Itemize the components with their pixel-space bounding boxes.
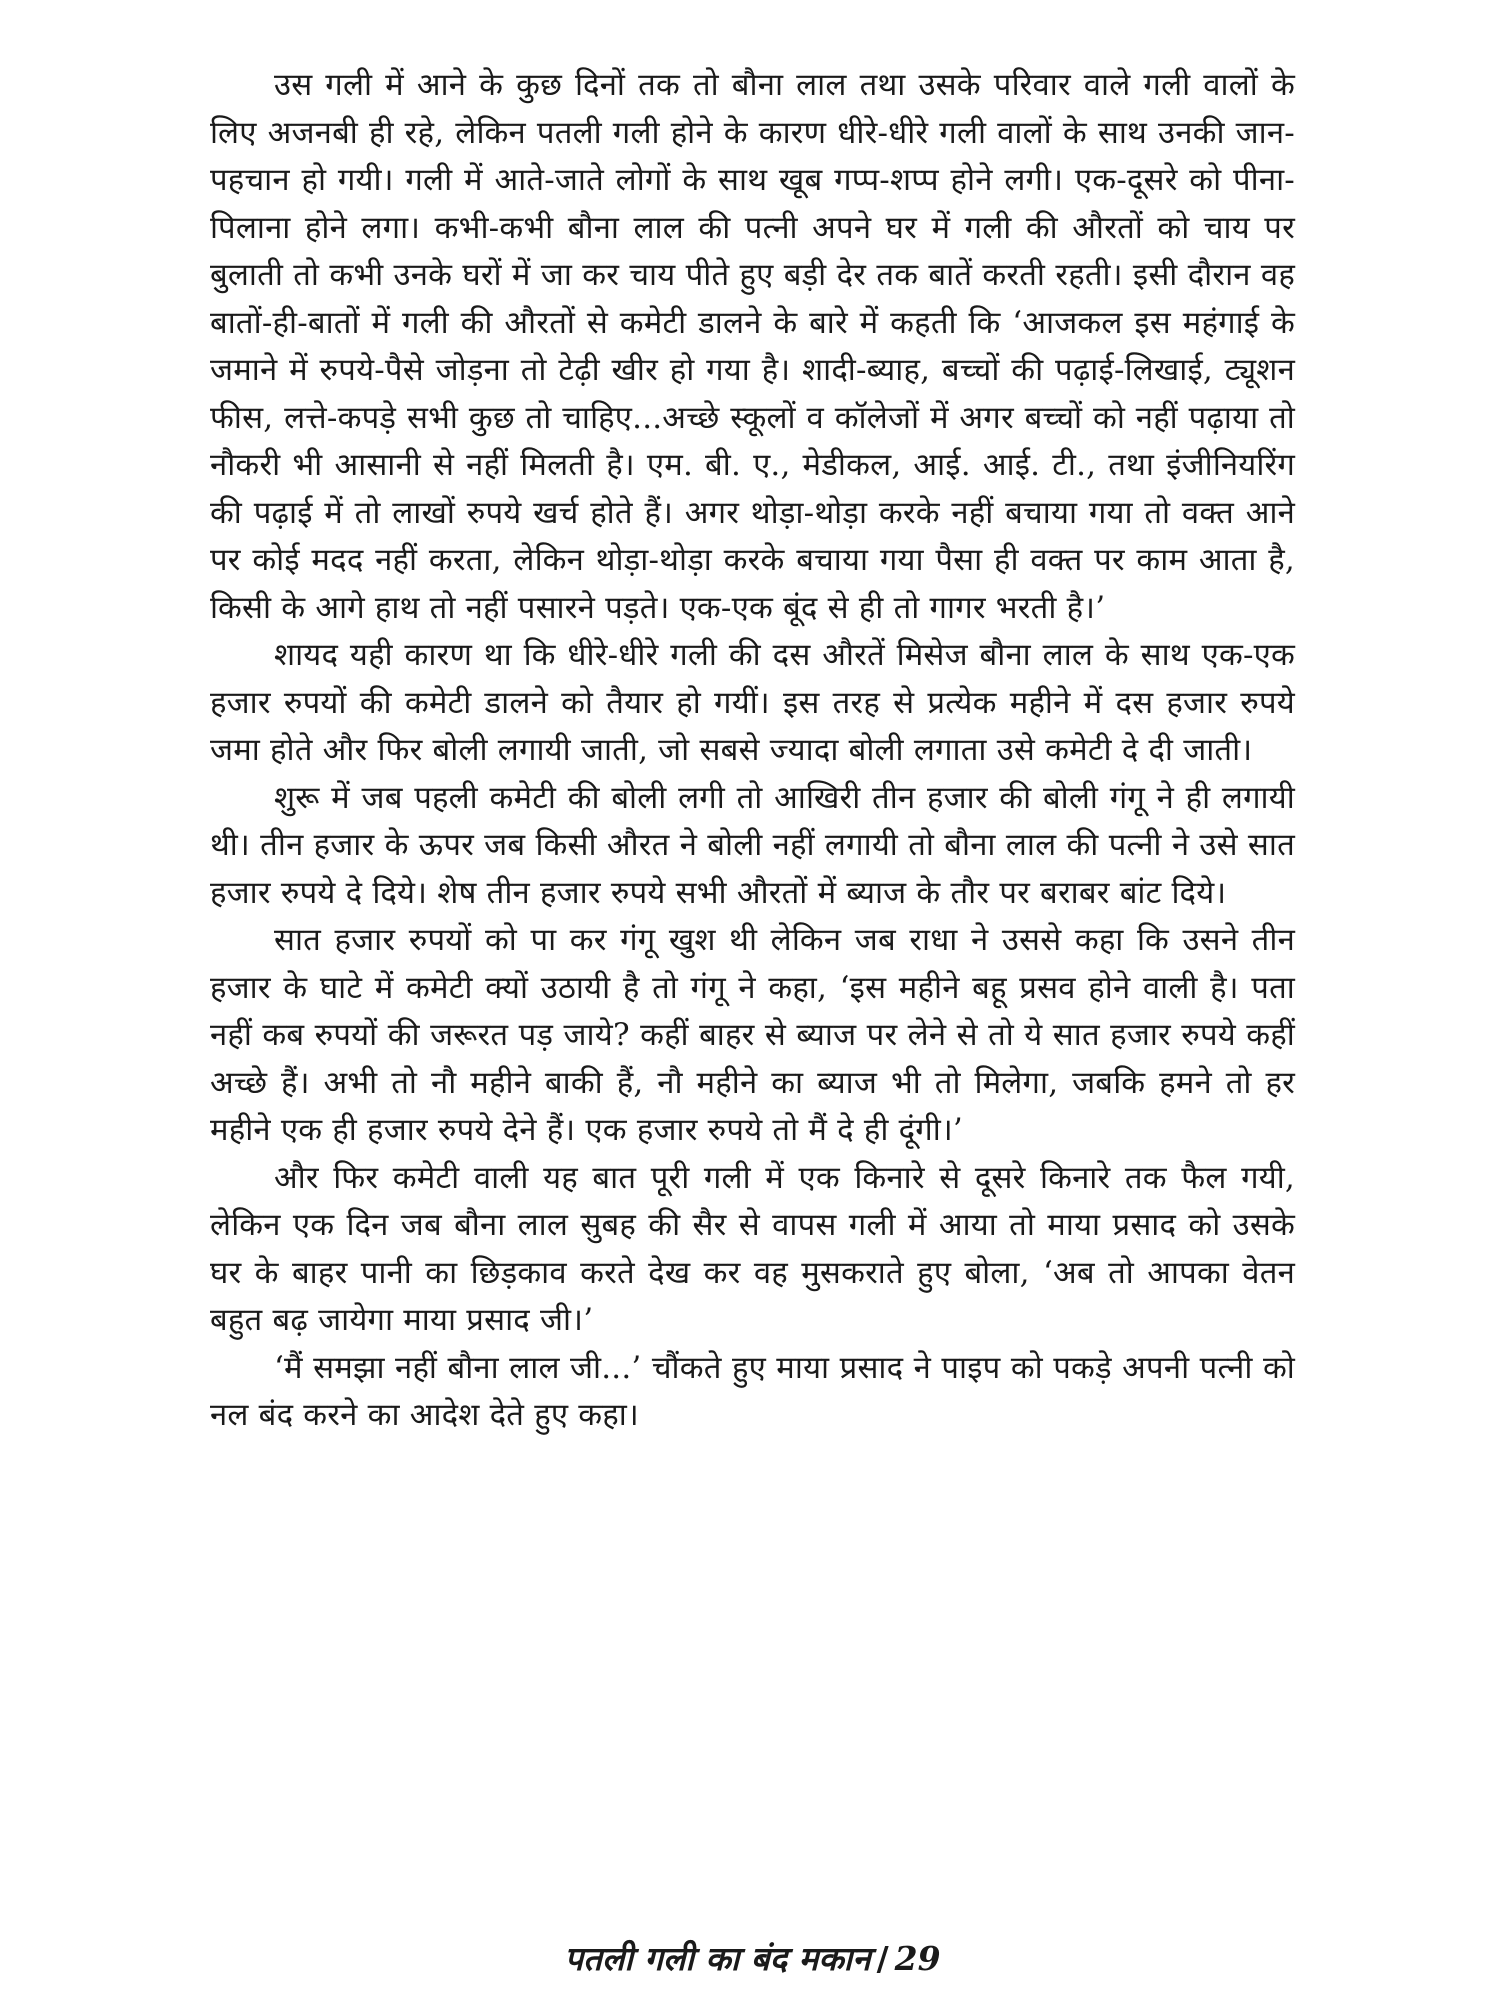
paragraph: और फिर कमेटी वाली यह बात पूरी गली में एक किनारे से दूसरे किनारे तक फैल गयी, लेकिन एक दिन जब बौना लाल सुबह की सैर से वापस गली में आया तो माया प्रसाद को उसके घर के बाहर पानी का छिड़काव करते देख कर वह मुसकराते हुए बोला, ‘अब तो आपका वेतन बहुत बढ़ जायेगा माया प्रसाद जी।’	[210, 1159, 1295, 1338]
paragraph: उस गली में आने के कुछ दिनों तक तो बौना लाल तथा उसके परिवार वाले गली वालों के लिए अजनबी ही रहे, लेकिन पतली गली होने के कारण धीरे-धीरे गली वालों के साथ उनकी जान-पहचान हो गयी। गली में आते-जाते लोगों के साथ खूब गप्प-शप्प होने लगी। एक-दूसरे को पीना-पिलाना होने लगा। कभी-कभी बौना लाल की पत्नी अपने घर में गली की औरतों को चाय पर बुलाती तो कभी उनके घरों में जा कर चाय पीते हुए बड़ी देर तक बातें करती रहती। इसी दौरान वह बातों-ही-बातों में गली की औरतों से कमेटी डालने के बारे में कहती कि ‘आजकल इस महंगाई के जमाने में रुपये-पैसे जोड़ना तो टेढ़ी खीर हो गया है। शादी-ब्याह, बच्चों की पढ़ाई-लिखाई, ट्यूशन फीस, लत्ते-कपड़े सभी कुछ तो चाहिए...अच्छे स्कूलों व कॉलेजों में अगर बच्चों को नहीं पढ़ाया तो नौकरी भी आसानी से नहीं मिलती है। एम. बी. ए., मेडीकल, आई. आई. टी., तथा इंजीनियरिंग की पढ़ाई में तो लाखों रुपये खर्च होते हैं। अगर थोड़ा-थोड़ा करके नहीं बचाया गया तो वक्त आने पर कोई मदद नहीं करता, लेकिन थोड़ा-थोड़ा करके बचाया गया पैसा ही वक्त पर काम आता है, किसी के आगे हाथ तो नहीं पसारने पड़ते। एक-एक बूंद से ही तो गागर भरती है।’	[210, 67, 1295, 626]
page-body	[210, 62, 1295, 1922]
page-number: 29	[894, 1939, 941, 1978]
body-text	[210, 62, 1295, 1440]
paragraph: सात हजार रुपयों को पा कर गंगू खुश थी लेकिन जब राधा ने उससे कहा कि उसने तीन हजार के घाटे में कमेटी क्यों उठायी है तो गंगू ने कहा, ‘इस महीने बहू प्रसव होने वाली है। पता नहीं कब रुपयों की जरूरत पड़ जाये? कहीं बाहर से ब्याज पर लेने से तो ये सात हजार रुपये कहीं अच्छे हैं। अभी तो नौ महीने बाकी हैं, नौ महीने का ब्याज भी तो मिलेगा, जबकि हमने तो हर महीने एक ही हजार रुपये देने हैं। एक हजार रुपये तो मैं दे ही दूंगी।’	[210, 922, 1295, 1148]
book-title: पतली गली का बंद मकान	[564, 1939, 871, 1978]
paragraph: शुरू में जब पहली कमेटी की बोली लगी तो आखिरी तीन हजार की बोली गंगू ने ही लगायी थी। तीन हजार के ऊपर जब किसी औरत ने बोली नहीं लगायी तो बौना लाल की पत्नी ने उसे सात हजार रुपये दे दिये। शेष तीन हजार रुपये सभी औरतों में ब्याज के तौर पर बराबर बांट दिये।	[210, 779, 1295, 911]
paragraph: शायद यही कारण था कि धीरे-धीरे गली की दस औरतें मिसेज बौना लाल के साथ एक-एक हजार रुपयों की कमेटी डालने को तैयार हो गयीं। इस तरह से प्रत्येक महीने में दस हजार रुपये जमा होते और फिर बोली लगायी जाती, जो सबसे ज्यादा बोली लगाता उसे कमेटी दे दी जाती।	[210, 637, 1295, 768]
footer-separator: /	[876, 1939, 889, 1978]
page-footer	[210, 1935, 1295, 1980]
paragraph: ‘मैं समझा नहीं बौना लाल जी...’ चौंकते हुए माया प्रसाद ने पाइप को पकड़े अपनी पत्नी को नल बंद करने का आदेश देते हुए कहा।	[210, 1349, 1295, 1433]
